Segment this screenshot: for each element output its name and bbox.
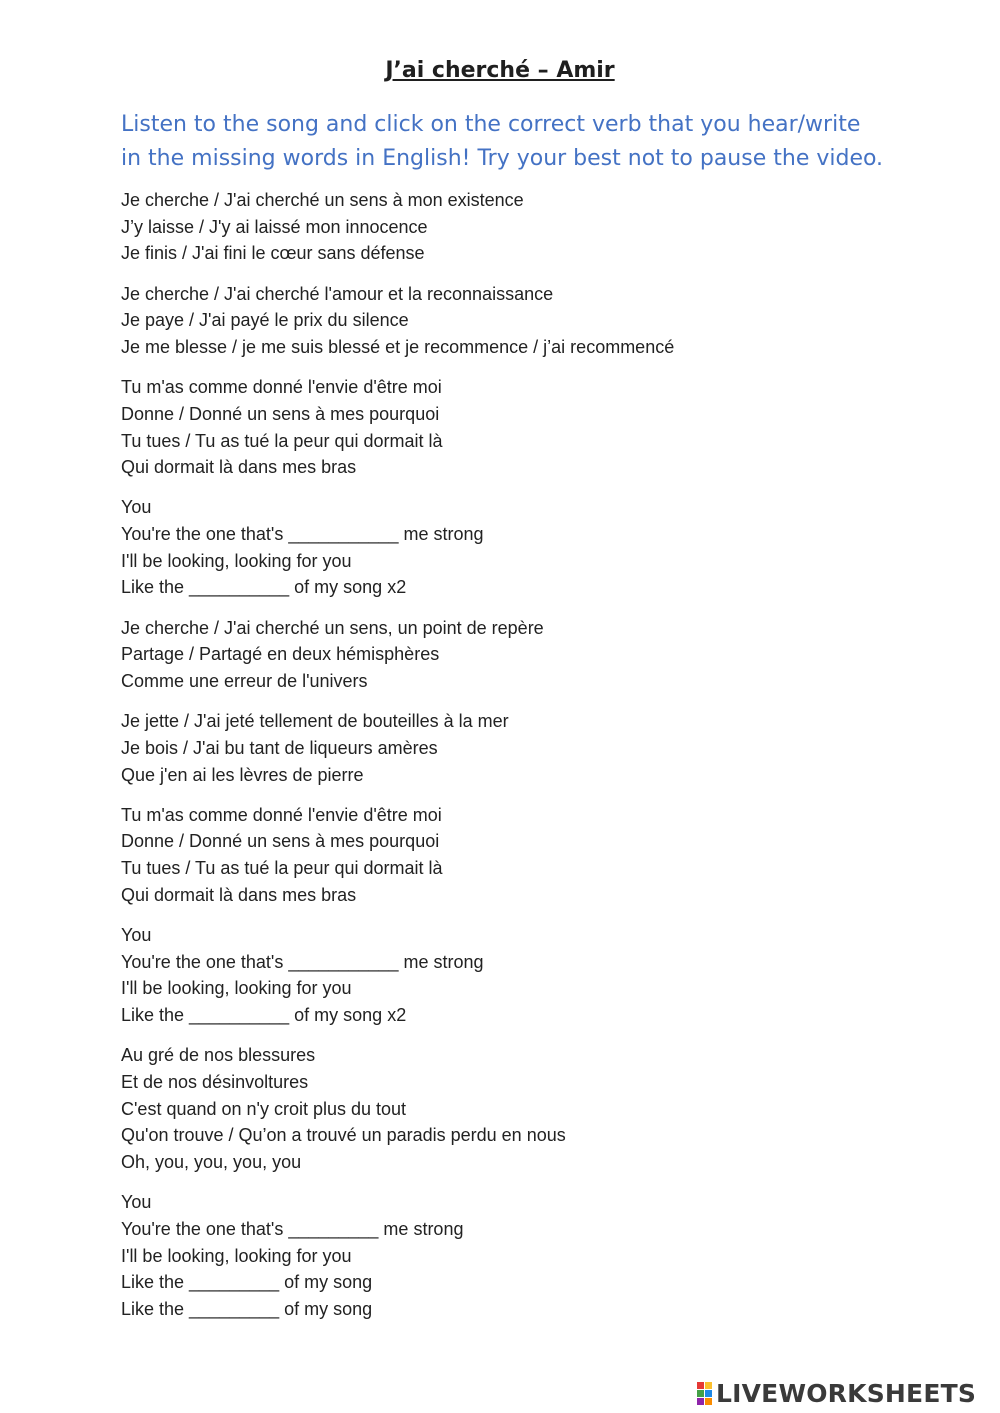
lyric-line: I'll be looking, looking for you <box>121 1245 352 1266</box>
lyric-line-verb-choice[interactable]: Tu tues / Tu as tué la peur qui dormait là <box>121 430 443 451</box>
footer-branding <box>697 1378 976 1408</box>
lyric-line-fill-blank[interactable]: Like the __________ of my song x2 <box>121 577 407 598</box>
lyric-line: You <box>121 497 152 518</box>
lyric-line-verb-choice[interactable]: Je cherche / J'ai cherché un sens, un point de repère <box>121 617 544 638</box>
lyric-line: I'll be looking, looking for you <box>121 978 352 999</box>
logo-square <box>705 1398 712 1405</box>
lyric-line: Tu m'as comme donné l'envie d'être moi <box>121 377 442 398</box>
stanza <box>121 708 674 788</box>
lyric-line: Qui dormait là dans mes bras <box>121 884 357 905</box>
logo-square <box>705 1382 712 1389</box>
instructions <box>121 108 941 176</box>
lyric-line-fill-blank[interactable]: You're the one that's _________ me strong <box>121 1218 464 1239</box>
lyric-line: Oh, you, you, you, you <box>121 1152 302 1172</box>
lyric-line: I'll be looking, looking for you <box>121 550 352 571</box>
lyric-line: Et de nos désinvoltures <box>121 1071 309 1092</box>
lyric-line-fill-blank[interactable]: Like the _________ of my song <box>121 1298 373 1319</box>
lyric-line-verb-choice[interactable]: Donne / Donné un sens à mes pourquoi <box>121 403 440 424</box>
stanza <box>121 374 674 481</box>
lyric-line: Tu m'as comme donné l'envie d'être moi <box>121 804 442 825</box>
stanza <box>121 802 674 909</box>
lyrics <box>121 187 674 1336</box>
lyric-line-verb-choice[interactable]: Tu tues / Tu as tué la peur qui dormait là <box>121 858 443 879</box>
lyric-line-fill-blank[interactable]: Like the __________ of my song x2 <box>121 1005 407 1026</box>
liveworksheets-logo-icon <box>697 1382 712 1405</box>
lyric-line: You <box>121 925 152 945</box>
lyric-line-verb-choice[interactable]: Je finis / J'ai fini le cœur sans défense <box>121 243 425 264</box>
stanza <box>121 1189 674 1322</box>
lyric-line: C'est quand on n'y croit plus du tout <box>121 1098 407 1119</box>
worksheet-title: J’ai cherché – Amir <box>385 58 615 83</box>
lyric-line-verb-choice[interactable]: Je me blesse / je me suis blessé et je recommence / j’ai recommencé <box>121 336 675 357</box>
lyric-line: Au gré de nos blessures <box>121 1045 316 1066</box>
lyric-line-verb-choice[interactable]: Donne / Donné un sens à mes pourquoi <box>121 831 440 852</box>
stanza <box>121 187 674 267</box>
lyric-line-verb-choice[interactable]: Qu'on trouve / Qu’on a trouvé un paradis perdu en nous <box>121 1125 566 1146</box>
lyric-line-fill-blank[interactable]: You're the one that's ___________ me strong <box>121 524 484 545</box>
stanza <box>121 922 674 1029</box>
logo-square <box>697 1398 704 1405</box>
logo-square <box>697 1390 704 1397</box>
stanza <box>121 1042 674 1175</box>
lyric-line: Que j'en ai les lèvres de pierre <box>121 764 364 785</box>
lyric-line-verb-choice[interactable]: Je jette / J'ai jeté tellement de bouteilles à la mer <box>121 711 509 732</box>
stanza <box>121 281 674 361</box>
logo-square <box>697 1382 704 1389</box>
lyric-line-verb-choice[interactable]: J’y laisse / J'y ai laissé mon innocence <box>121 216 428 237</box>
brand-name: LIVEWORKSHEETS <box>716 1378 977 1408</box>
lyric-line-verb-choice[interactable]: Je cherche / J'ai cherché un sens à mon existence <box>121 190 524 210</box>
stanza <box>121 615 674 695</box>
stanza <box>121 494 674 601</box>
lyric-line: Qui dormait là dans mes bras <box>121 457 357 478</box>
lyric-line-verb-choice[interactable]: Je cherche / J'ai cherché l'amour et la reconnaissance <box>121 283 554 304</box>
lyric-line-verb-choice[interactable]: Je paye / J'ai payé le prix du silence <box>121 310 409 331</box>
lyric-line-fill-blank[interactable]: You're the one that's ___________ me strong <box>121 951 484 972</box>
lyric-line-fill-blank[interactable]: Like the _________ of my song <box>121 1272 373 1293</box>
lyric-line-verb-choice[interactable]: Partage / Partagé en deux hémisphères <box>121 644 440 665</box>
lyric-line: You <box>121 1192 152 1213</box>
lyric-line-verb-choice[interactable]: Je bois / J'ai bu tant de liqueurs amères <box>121 737 438 758</box>
logo-square <box>705 1390 712 1397</box>
instructions-line: Listen to the song and click on the correct verb that you hear/write <box>121 112 861 137</box>
instructions-line: in the missing words in English! Try your best not to pause the video. <box>121 146 884 171</box>
lyric-line: Comme une erreur de l'univers <box>121 671 368 691</box>
